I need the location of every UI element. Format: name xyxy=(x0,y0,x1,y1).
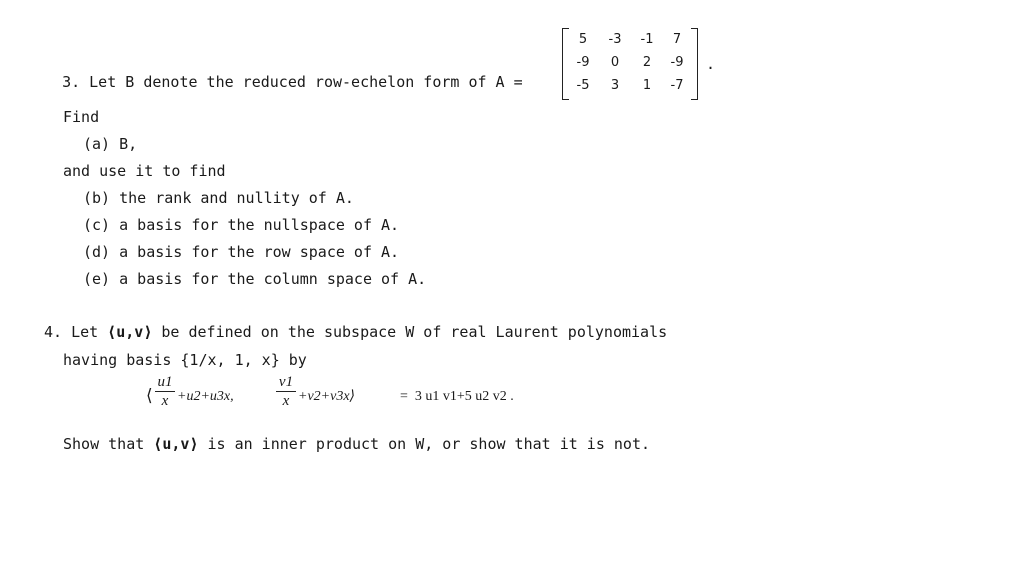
matrix-entry: -7 xyxy=(670,78,684,93)
matrix-entry: -1 xyxy=(640,32,654,47)
matrix-entry: -9 xyxy=(670,55,684,70)
equation-v-terms: +v2+v3x⟩ xyxy=(298,389,355,404)
matrix-entry: 7 xyxy=(672,32,682,47)
fraction-v1-numerator: v1 xyxy=(278,374,294,390)
part-c: (c) a basis for the nullspace of A. xyxy=(83,216,400,234)
matrix-entry: -9 xyxy=(576,55,590,70)
fraction-v1-denominator: x xyxy=(282,393,290,409)
show-that-rest: is an inner product on W, or show that it is not. xyxy=(198,435,651,453)
inner-product-symbol: ⟨u,v⟩ xyxy=(107,323,153,341)
problem-3-period: . xyxy=(706,55,716,73)
find-label: Find xyxy=(63,108,100,126)
matrix-entry: 2 xyxy=(642,55,652,70)
equation-u-terms: +u2+u3x, xyxy=(177,389,234,404)
part-a: (a) B, xyxy=(83,135,138,153)
problem-4-intro: 4. Let xyxy=(44,323,108,341)
show-that-prefix: Show that xyxy=(63,435,154,453)
problem-3-prefix: 3. Let B denote the reduced row-echelon form of A = xyxy=(62,73,523,91)
part-b: (b) the rank and nullity of A. xyxy=(83,189,354,207)
matrix-entry: 0 xyxy=(610,55,620,70)
fraction-u1-numerator: u1 xyxy=(157,374,173,390)
problem-3-statement xyxy=(44,55,523,91)
matrix-entry: 1 xyxy=(642,78,652,93)
fraction-bar xyxy=(155,391,175,392)
fraction-u1-denominator: x xyxy=(161,393,169,409)
part-d: (d) a basis for the row space of A. xyxy=(83,243,400,261)
part-e: (e) a basis for the column space of A. xyxy=(83,270,427,288)
matrix-a xyxy=(562,28,698,100)
problem-4-statement xyxy=(44,323,667,341)
use-it-label: and use it to find xyxy=(63,162,226,180)
equation-right-hand-side: = 3 u1 v1+5 u2 v2 . xyxy=(400,389,514,404)
fraction-bar xyxy=(276,391,296,392)
matrix-right-bracket xyxy=(691,28,698,100)
problem-4-rest: be defined on the subspace W of real Laurent polynomials xyxy=(152,323,668,341)
matrix-entry: 5 xyxy=(578,32,588,47)
inner-product-symbol: ⟨u,v⟩ xyxy=(153,435,199,453)
show-that-line xyxy=(63,435,650,453)
matrix-entry: -5 xyxy=(576,78,590,93)
fraction-v1-over-x xyxy=(276,374,296,409)
equation-open-bracket: ⟨ xyxy=(146,386,153,405)
matrix-entry: 3 xyxy=(610,78,620,93)
fraction-u1-over-x xyxy=(155,374,175,409)
basis-line: having basis {1/x, 1, x} by xyxy=(63,351,307,369)
matrix-entry: -3 xyxy=(608,32,622,47)
